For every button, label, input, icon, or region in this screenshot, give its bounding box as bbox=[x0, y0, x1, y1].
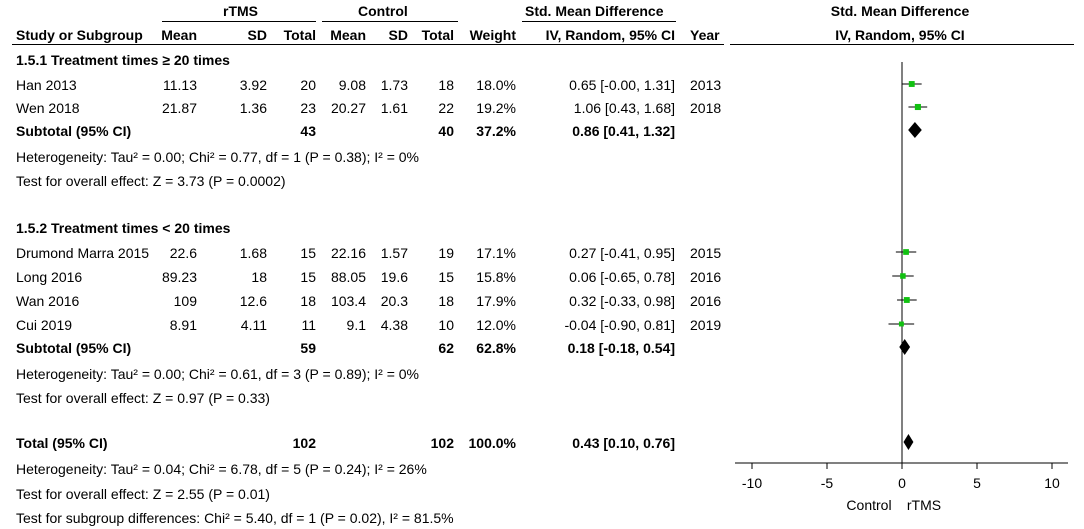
rtms-sd: 1.68 bbox=[239, 245, 267, 261]
control-total: 15 bbox=[438, 269, 454, 285]
study-point bbox=[903, 249, 909, 255]
subtotal-rtms-total: 43 bbox=[300, 123, 316, 139]
control-total: 22 bbox=[438, 100, 454, 116]
control-sd: 20.3 bbox=[380, 293, 408, 309]
study-year: 2019 bbox=[690, 317, 722, 333]
control-header-rule bbox=[322, 21, 458, 22]
col-weight-header: Weight bbox=[469, 27, 516, 43]
total-label: Total (95% CI) bbox=[16, 435, 108, 451]
total-control-total: 102 bbox=[430, 435, 454, 451]
smd-header-rule bbox=[522, 21, 676, 22]
subtotal-label: Subtotal (95% CI) bbox=[16, 340, 132, 356]
forest-plot bbox=[700, 0, 1084, 529]
rtms-mean: 22.6 bbox=[169, 245, 197, 261]
group-title: 1.5.1 Treatment times ≥ 20 times bbox=[16, 52, 230, 68]
study-name: Long 2016 bbox=[16, 269, 83, 285]
header-bottom-rule bbox=[12, 44, 724, 45]
study-weight: 17.1% bbox=[476, 245, 516, 261]
pooled-diamond bbox=[899, 339, 910, 355]
study-year: 2016 bbox=[690, 293, 722, 309]
study-ci: 1.06 [0.43, 1.68] bbox=[573, 100, 675, 116]
study-weight: 19.2% bbox=[476, 100, 516, 116]
rtms-mean: 11.13 bbox=[163, 77, 197, 93]
x-axis-ticks bbox=[742, 463, 1060, 491]
subtotal-ci: 0.18 [-0.18, 0.54] bbox=[567, 340, 675, 356]
control-mean: 9.1 bbox=[346, 317, 366, 333]
heterogeneity-text: Heterogeneity: Tau² = 0.00; Chi² = 0.61, df = 3 (P = 0.89); I² = 0% bbox=[16, 366, 419, 382]
rtms-mean: 8.91 bbox=[169, 317, 197, 333]
col-ci-header: IV, Random, 95% CI bbox=[545, 27, 675, 43]
study-point bbox=[915, 104, 921, 110]
rtms-mean: 21.87 bbox=[161, 100, 197, 116]
rtms-total: 15 bbox=[300, 245, 316, 261]
rtms-group-header: rTMS bbox=[223, 3, 258, 19]
x-tick-label: 10 bbox=[1044, 475, 1060, 491]
study-ci: 0.65 [-0.00, 1.31] bbox=[569, 77, 675, 93]
subgroup-differences-text: Test for subgroup differences: Chi² = 5.40, df = 1 (P = 0.02), I² = 81.5% bbox=[16, 510, 454, 526]
study-point bbox=[904, 297, 910, 303]
total-weight: 100.0% bbox=[468, 435, 516, 451]
subtotal-control-total: 40 bbox=[438, 123, 454, 139]
study-name: Wen 2018 bbox=[16, 100, 80, 116]
rtms-header-rule bbox=[162, 21, 316, 22]
col-study-header: Study or Subgroup bbox=[16, 27, 143, 43]
control-total: 18 bbox=[438, 77, 454, 93]
control-sd: 4.38 bbox=[380, 317, 408, 333]
control-sd: 1.73 bbox=[380, 77, 408, 93]
study-markers bbox=[889, 81, 928, 326]
x-tick-label: 0 bbox=[898, 475, 906, 491]
subtotal-control-total: 62 bbox=[438, 340, 454, 356]
smd-group-header: Std. Mean Difference bbox=[525, 3, 664, 19]
control-total: 19 bbox=[438, 245, 454, 261]
x-tick-label: -5 bbox=[820, 475, 834, 491]
control-mean: 9.08 bbox=[338, 77, 366, 93]
subtotal-weight: 37.2% bbox=[476, 123, 516, 139]
study-name: Han 2013 bbox=[16, 77, 77, 93]
rtms-sd: 4.11 bbox=[240, 317, 267, 333]
heterogeneity-text: Heterogeneity: Tau² = 0.00; Chi² = 0.77, df = 1 (P = 0.38); I² = 0% bbox=[16, 149, 419, 165]
control-total: 18 bbox=[438, 293, 454, 309]
overall-effect-text: Test for overall effect: Z = 3.73 (P = 0.0002) bbox=[16, 173, 286, 189]
rtms-total: 11 bbox=[301, 317, 316, 333]
study-weight: 17.9% bbox=[476, 293, 516, 309]
control-sd: 19.6 bbox=[380, 269, 408, 285]
group-title: 1.5.2 Treatment times < 20 times bbox=[16, 220, 231, 236]
col-year-header: Year bbox=[690, 27, 720, 43]
overall-effect-text: Test for overall effect: Z = 0.97 (P = 0.33) bbox=[16, 390, 270, 406]
favours-rtms-label: rTMS bbox=[906, 497, 942, 513]
subtotal-label: Subtotal (95% CI) bbox=[16, 123, 132, 139]
control-sd: 1.57 bbox=[380, 245, 408, 261]
study-year: 2016 bbox=[690, 269, 722, 285]
col-mean2-header: Mean bbox=[330, 27, 366, 43]
total-heterogeneity-text: Heterogeneity: Tau² = 0.04; Chi² = 6.78, df = 5 (P = 0.24); I² = 26% bbox=[16, 461, 427, 477]
study-year: 2018 bbox=[690, 100, 722, 116]
plot-subtitle: IV, Random, 95% CI bbox=[835, 27, 965, 43]
rtms-total: 20 bbox=[300, 77, 316, 93]
col-total2-header: Total bbox=[421, 27, 454, 43]
favours-control-label: Control bbox=[846, 497, 892, 513]
total-ci: 0.43 [0.10, 0.76] bbox=[572, 435, 675, 451]
col-sd1-header: SD bbox=[247, 27, 267, 43]
rtms-sd: 1.36 bbox=[239, 100, 267, 116]
study-year: 2013 bbox=[690, 77, 722, 93]
rtms-mean: 89.23 bbox=[161, 269, 197, 285]
study-weight: 12.0% bbox=[476, 317, 516, 333]
total-overall-effect-text: Test for overall effect: Z = 2.55 (P = 0.01) bbox=[16, 486, 270, 502]
study-ci: 0.32 [-0.33, 0.98] bbox=[569, 293, 675, 309]
control-total: 10 bbox=[438, 317, 454, 333]
x-tick-label: -10 bbox=[741, 475, 763, 491]
col-total1-header: Total bbox=[283, 27, 316, 43]
control-sd: 1.61 bbox=[380, 100, 408, 116]
study-name: Cui 2019 bbox=[16, 317, 73, 333]
control-mean: 20.27 bbox=[330, 100, 366, 116]
study-ci: 0.27 [-0.41, 0.95] bbox=[569, 245, 675, 261]
plot-title: Std. Mean Difference bbox=[830, 3, 970, 19]
rtms-sd: 3.92 bbox=[239, 77, 267, 93]
rtms-mean: 109 bbox=[173, 293, 197, 309]
col-sd2-header: SD bbox=[388, 27, 408, 43]
total-rtms-total: 102 bbox=[292, 435, 316, 451]
rtms-total: 18 bbox=[300, 293, 316, 309]
study-point bbox=[900, 273, 906, 279]
rtms-sd: 12.6 bbox=[239, 293, 267, 309]
col-mean1-header: Mean bbox=[161, 27, 197, 43]
pooled-diamond bbox=[908, 122, 922, 138]
control-mean: 88.05 bbox=[330, 269, 366, 285]
study-point bbox=[909, 81, 915, 87]
rtms-total: 23 bbox=[300, 100, 316, 116]
pooled-diamond bbox=[904, 434, 914, 450]
subtotal-ci: 0.86 [0.41, 1.32] bbox=[572, 123, 675, 139]
control-mean: 103.4 bbox=[330, 293, 366, 309]
study-point bbox=[899, 322, 904, 327]
study-weight: 18.0% bbox=[476, 77, 516, 93]
control-mean: 22.16 bbox=[330, 245, 366, 261]
rtms-sd: 18 bbox=[251, 269, 267, 285]
rtms-total: 15 bbox=[300, 269, 316, 285]
pooled-diamonds bbox=[899, 122, 922, 450]
subtotal-rtms-total: 59 bbox=[300, 340, 316, 356]
control-group-header: Control bbox=[358, 3, 408, 19]
x-tick-label: 5 bbox=[973, 475, 981, 491]
study-name: Wan 2016 bbox=[16, 293, 80, 309]
study-name: Drumond Marra 2015 bbox=[16, 245, 150, 261]
study-ci: -0.04 [-0.90, 0.81] bbox=[564, 317, 675, 333]
study-ci: 0.06 [-0.65, 0.78] bbox=[569, 269, 675, 285]
subtotal-weight: 62.8% bbox=[476, 340, 516, 356]
study-weight: 15.8% bbox=[476, 269, 516, 285]
study-year: 2015 bbox=[690, 245, 722, 261]
